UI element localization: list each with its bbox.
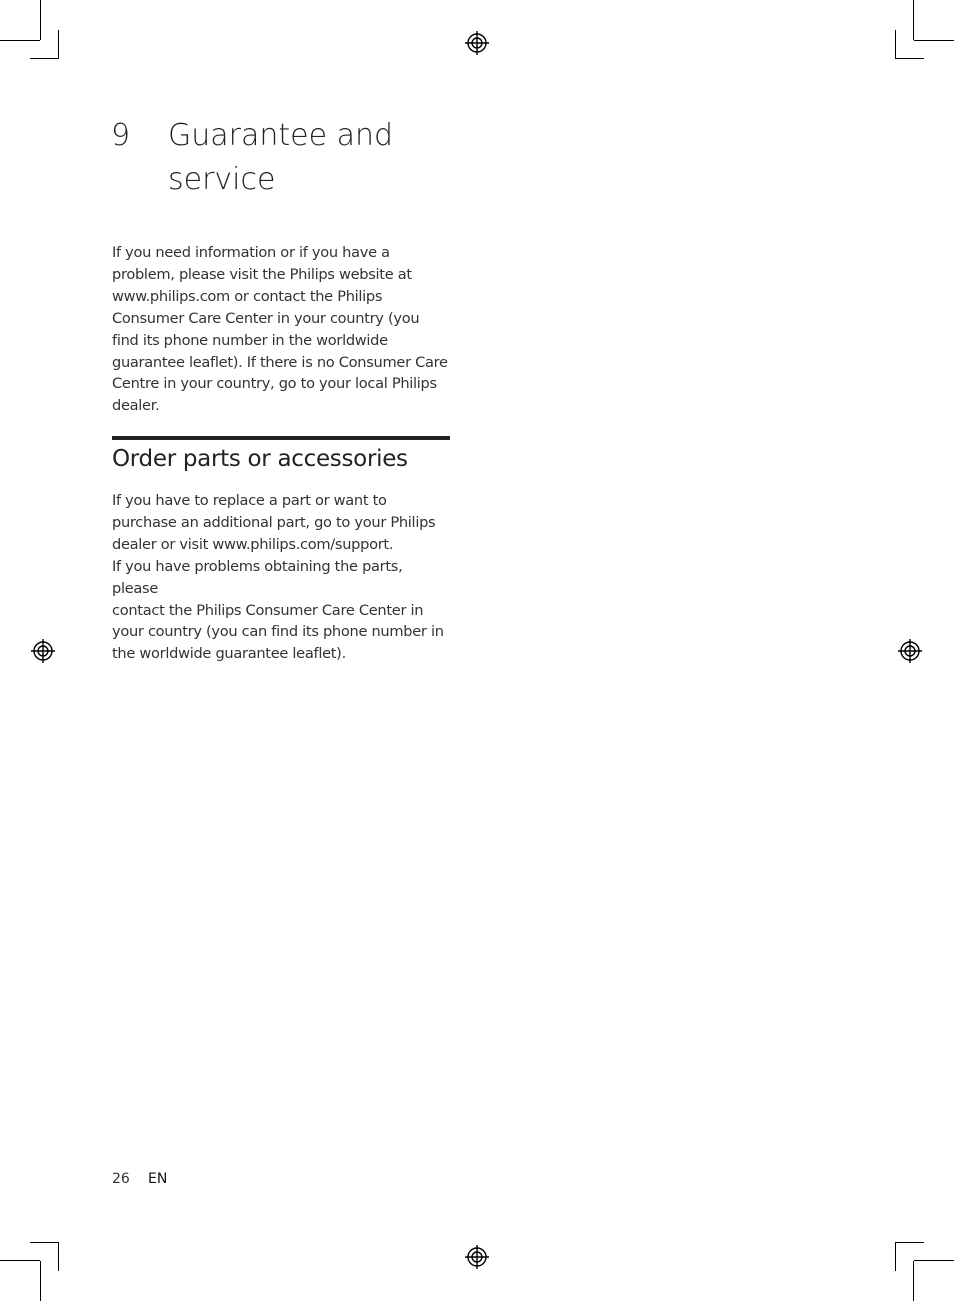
crop-mark-top-left-horizontal [0, 40, 40, 41]
chapter-number: 9 [111, 118, 131, 153]
intro-paragraph: If you need information or if you have a problem, please visit the Philips website at www.philips.com or contact the Philips Consumer Care Center in your country (you find its phone number in the worldwide guarantee leaflet). If there is no Consumer Care Centre in your country, go to your local Philips dealer. [112, 244, 448, 415]
crop-mark-bottom-right-vertical [913, 1261, 914, 1301]
language-code: EN [148, 1171, 168, 1187]
section-title: Order parts or accessories [112, 446, 408, 472]
crop-mark-bottom-left-vertical [40, 1261, 41, 1301]
crop-mark-bottom-left-inner-vertical [58, 1242, 59, 1271]
crop-mark-top-left-inner-vertical [58, 30, 59, 59]
crop-mark-top-right-vertical [913, 0, 914, 40]
chapter-title: Guarantee and service [168, 118, 394, 197]
registration-crosshair-icon [465, 31, 489, 55]
page-number: 26 [112, 1171, 130, 1187]
crop-mark-top-right-inner-horizontal [895, 58, 924, 59]
registration-crosshair-icon [31, 639, 55, 663]
crop-mark-bottom-right-inner-horizontal [895, 1242, 924, 1243]
crop-mark-top-left-inner-horizontal [30, 58, 59, 59]
section-paragraph: If you have to replace a part or want to purchase an additional part, go to your Philips dealer or visit www.philips.com/support. If you have problems obtaining the parts, please contact the Philips Consumer Care Center in your country (you can find its phone number in the worldwide guarantee leaflet). [112, 492, 444, 663]
crop-mark-bottom-left-horizontal [0, 1260, 40, 1261]
crop-mark-top-right-horizontal [914, 40, 954, 41]
registration-crosshair-icon [465, 1245, 489, 1269]
crop-mark-bottom-right-horizontal [914, 1260, 954, 1261]
crop-mark-bottom-right-inner-vertical [895, 1242, 896, 1271]
crop-mark-top-right-inner-vertical [895, 30, 896, 59]
crop-mark-top-left-vertical [40, 0, 41, 40]
crop-mark-bottom-left-inner-horizontal [30, 1242, 59, 1243]
registration-crosshair-icon [898, 639, 922, 663]
section-divider [112, 436, 450, 440]
